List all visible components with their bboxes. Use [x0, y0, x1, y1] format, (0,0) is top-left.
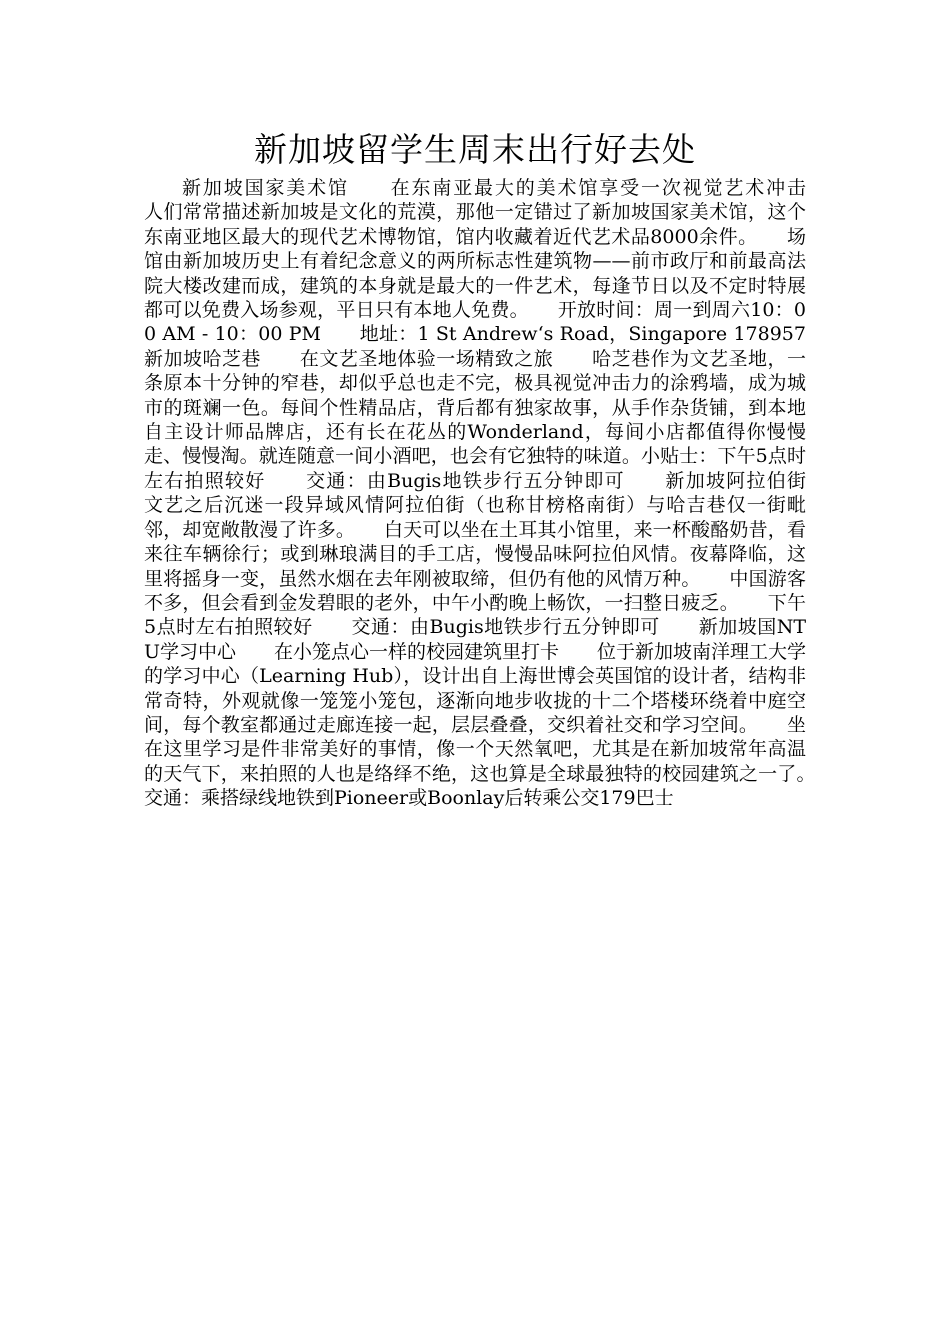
- body-paragraph: 新加坡国家美术馆 在东南亚最大的美术馆享受一次视觉艺术冲击 人们常常描述新加坡是文化的荒漠，那他一定错过了新加坡国家美术馆，这个东南亚地区最大的现代艺术博物馆，馆内收藏着近代艺术品8000余件。 场馆由新加坡历史上有着纪念意义的两所标志性建筑物——前市政厅和前最高法院大楼改建而成，建筑的本身就是最大的一件艺术，每逢节日以及不定时特展都可以免费入场参观，平日只有本地人免费。 开放时间：周一到周六10：00 AM - 10：00 PM 地址：1 St Andrew‘s Road，Singapore 178957 新加坡哈芝巷 在文艺圣地体验一场精致之旅 哈芝巷作为文艺圣地，一条原本十分钟的窄巷，却似乎总也走不完，极具视觉冲击力的涂鸦墙，成为城市的斑斓一色。每间个性精品店，背后都有独家故事，从手作杂货铺，到本地自主设计师品牌店，还有长在花丛的Wonderland，每间小店都值得你慢慢走、慢慢淘。就连随意一间小酒吧，也会有它独特的味道。小贴士：下午5点时左右拍照较好 交通：由Bugis地铁步行五分钟即可 新加坡阿拉伯街 文艺之后沉迷一段异域风情阿拉伯街（也称甘榜格南街）与哈吉巷仅一街毗邻，却宽敞散漫了许多。 白天可以坐在土耳其小馆里，来一杯酸酪奶昔，看来往车辆徐行；或到琳琅满目的手工店，慢慢品味阿拉伯风情。夜幕降临，这里将摇身一变，虽然水烟在去年刚被取缔，但仍有他的风情万种。 中国游客不多，但会看到金发碧眼的老外，中午小酌晚上畅饮，一扫整日疲乏。 下午5点时左右拍照较好 交通：由Bugis地铁步行五分钟即可 新加坡国NTU学习中心 在小笼点心一样的校园建筑里打卡 位于新加坡南洋理工大学的学习中心（Learning Hub），设计出自上海世博会英国馆的设计者，结构非常奇特，外观就像一笼笼小笼包，逐渐向地步收拢的十二个塔楼环绕着中庭空间，每个教室都通过走廊连接一起，层层叠叠，交织着社交和学习空间。 坐在这里学习是件非常美好的事情，像一个天然氧吧，尤其是在新加坡常年高温的天气下，来拍照的人也是络绎不绝，这也算是全球最独特的校园建筑之一了。 交通：乘搭绿线地铁到Pioneer或Boonlay后转乘公交179巴士: [144, 177, 845, 810]
- page-title: 新加坡留学生周末出行好去处: [254, 130, 696, 169]
